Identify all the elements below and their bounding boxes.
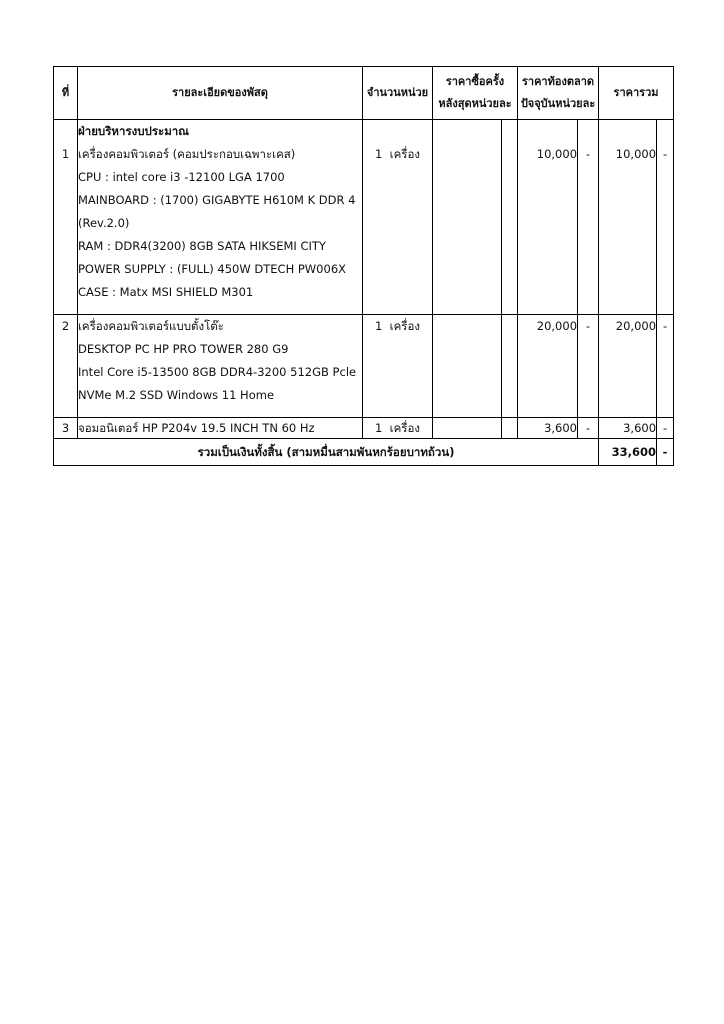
item-total-cell bbox=[599, 120, 657, 315]
item-no-cell bbox=[54, 315, 78, 418]
item-detail-line: (Rev.2.0) bbox=[78, 216, 130, 230]
item-detail-line: POWER SUPPLY : (FULL) 450W DTECH PW006X bbox=[78, 262, 347, 276]
item-no-cell bbox=[54, 120, 78, 315]
item-detail-line: เครื่องคอมพิวเตอร์แบบตั้งโต๊ะ bbox=[78, 319, 224, 333]
item-market-price: 10,000 bbox=[536, 147, 578, 161]
item-total-satang: - bbox=[662, 319, 668, 333]
grand-total-satang: - bbox=[657, 439, 674, 466]
item-unit: เครื่อง bbox=[389, 421, 420, 435]
item-no: 1 bbox=[61, 147, 70, 161]
item-detail-line: DESKTOP PC HP PRO TOWER 280 G9 bbox=[78, 342, 289, 356]
section-title: ฝ่ายบริหารงบประมาณ bbox=[78, 124, 189, 138]
table-row bbox=[54, 315, 674, 418]
item-qty: 1 bbox=[375, 319, 383, 333]
item-total-satang: - bbox=[657, 418, 674, 439]
item-total-satang-cell bbox=[657, 315, 674, 418]
header-last-price-line2: หลังสุดหน่วยละ bbox=[438, 97, 512, 110]
item-qty-cell bbox=[363, 315, 433, 418]
header-last-price-line1: ราคาซื้อครั้ง bbox=[445, 75, 505, 88]
item-total-cell bbox=[599, 315, 657, 418]
item-detail-line: RAM : DDR4(3200) 8GB SATA HIKSEMI CITY bbox=[78, 239, 326, 253]
item-last-price bbox=[433, 418, 502, 439]
item-last-price-satang bbox=[502, 120, 518, 315]
header-qty-unit: จำนวนหน่วย bbox=[363, 67, 433, 120]
item-detail-line: CASE : Matx MSI SHIELD M301 bbox=[78, 285, 254, 299]
item-last-price-satang bbox=[502, 315, 518, 418]
item-market-price: 3,600 bbox=[518, 418, 578, 439]
item-detail-cell bbox=[78, 315, 363, 418]
item-market-price-cell bbox=[518, 120, 578, 315]
grand-total-value: 33,600 bbox=[599, 439, 657, 466]
item-qty-cell bbox=[363, 418, 433, 439]
header-market-price bbox=[518, 67, 599, 120]
item-last-price bbox=[433, 120, 502, 315]
items-table bbox=[53, 66, 674, 466]
item-no: 3 bbox=[54, 418, 78, 439]
header-total: ราคารวม bbox=[599, 67, 674, 120]
item-detail-cell bbox=[78, 418, 363, 439]
table-row bbox=[54, 418, 674, 439]
item-market-satang-cell bbox=[578, 120, 599, 315]
item-last-price-satang bbox=[502, 418, 518, 439]
table-row bbox=[54, 120, 674, 315]
header-detail: รายละเอียดของพัสดุ bbox=[78, 67, 363, 120]
item-market-satang: - bbox=[585, 147, 591, 161]
item-total-satang: - bbox=[662, 147, 668, 161]
item-detail-line: NVMe M.2 SSD Windows 11 Home bbox=[78, 388, 275, 402]
item-total: 20,000 bbox=[615, 319, 657, 333]
header-market-price-line1: ราคาท้องตลาด bbox=[521, 75, 595, 88]
item-detail-line: Intel Core i5-13500 8GB DDR4-3200 512GB Pcle bbox=[78, 365, 357, 379]
header-market-price-line2: ปัจจุบันหน่วยละ bbox=[520, 97, 596, 110]
item-market-satang: - bbox=[585, 319, 591, 333]
item-last-price bbox=[433, 315, 502, 418]
item-total-satang-cell bbox=[657, 120, 674, 315]
item-market-satang: - bbox=[578, 418, 599, 439]
header-no: ที่ bbox=[54, 67, 78, 120]
item-qty-cell bbox=[363, 120, 433, 315]
grand-total-label: รวมเป็นเงินทั้งสิ้น (สามหมื่นสามพันหกร้อยบาทถ้วน) bbox=[54, 439, 599, 466]
item-unit: เครื่อง bbox=[389, 319, 420, 333]
item-market-satang-cell bbox=[578, 315, 599, 418]
item-detail-line: เครื่องคอมพิวเตอร์ (คอมประกอบเฉพาะเคส) bbox=[78, 147, 296, 161]
grand-total-row bbox=[54, 439, 674, 466]
item-detail-line: MAINBOARD : (1700) GIGABYTE H610M K DDR 4 bbox=[78, 193, 356, 207]
item-detail-line: CPU : intel core i3 -12100 LGA 1700 bbox=[78, 170, 285, 184]
item-market-price: 20,000 bbox=[536, 319, 578, 333]
item-qty: 1 bbox=[375, 421, 383, 435]
item-qty: 1 bbox=[375, 147, 383, 161]
item-detail-line: จอมอนิเตอร์ HP P204v 19.5 INCH TN 60 Hz bbox=[78, 421, 315, 435]
item-no: 2 bbox=[61, 319, 70, 333]
item-unit: เครื่อง bbox=[389, 147, 420, 161]
header-last-price bbox=[433, 67, 518, 120]
item-total: 3,600 bbox=[599, 418, 657, 439]
item-detail-cell bbox=[78, 120, 363, 315]
item-total: 10,000 bbox=[615, 147, 657, 161]
item-market-price-cell bbox=[518, 315, 578, 418]
header-row bbox=[54, 67, 674, 120]
